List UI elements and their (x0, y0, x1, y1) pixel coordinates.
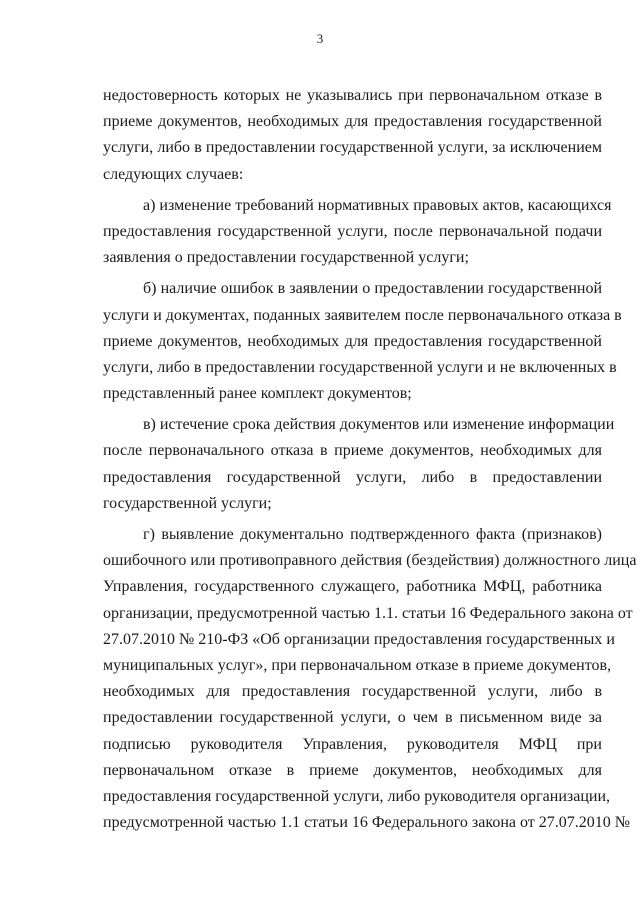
text-line: предусмотренной частью 1.1 статьи 16 Федерального закона от 27.07.2010 № (103, 814, 631, 832)
text-line: услуги и документах, поданных заявителем после первоначального отказа в (103, 306, 622, 324)
text-line: после первоначального отказа в приеме документов, необходимых для (103, 442, 602, 460)
text-line: заявления о предоставлении государственной услуги; (103, 249, 469, 267)
paragraph-g (103, 522, 637, 836)
text-line: б) наличие ошибок в заявлении о предоставлении государственной (143, 280, 602, 298)
document-body (103, 83, 637, 836)
paragraph (103, 83, 602, 188)
text-line: представленный ранее комплект документов; (103, 385, 412, 403)
page-number: 3 (316, 31, 324, 46)
text-line: предоставления государственной услуги, либо в предоставлении (103, 468, 602, 486)
text-line: недостоверность которых не указывались при первоначальном отказе в (103, 87, 602, 104)
text-line: необходимых для предоставления государственной услуги, либо в (103, 683, 602, 701)
text-line: приеме документов, необходимых для предоставления государственной (103, 113, 602, 131)
text-line: ошибочного или противоправного действия (бездействия) должностного лица (103, 552, 637, 570)
text-line: приеме документов, необходимых для предоставления государственной (103, 332, 602, 350)
text-line: предоставления государственной услуги, либо руководителя организации, (103, 787, 610, 805)
text-line: организации, предусмотренной частью 1.1. статьи 16 Федерального закона от (103, 604, 633, 622)
text-line: муниципальных услуг», при первоначальном отказе в приеме документов, (103, 656, 612, 674)
text-line: услуги, либо в предоставлении государственной услуги и не включенных в (103, 358, 617, 376)
paragraph-v (103, 412, 615, 517)
text-line: государственной услуги; (103, 494, 272, 512)
text-line: следующих случаев: (103, 165, 244, 183)
text-line: а) изменение требований нормативных правовых актов, касающихся (143, 196, 612, 214)
text-line: первоначальном отказе в приеме документов, необходимых для (103, 761, 602, 779)
paragraph-b (103, 276, 622, 407)
text-line: г) выявление документально подтвержденного факта (признаков) (143, 526, 602, 543)
text-line: Управления, государственного служащего, работника МФЦ, работника (103, 578, 602, 596)
text-line: предоставлении государственной услуги, о чем в письменном виде за (103, 709, 602, 727)
text-line: 27.07.2010 № 210-ФЗ «Об организации предоставления государственных и (103, 630, 615, 648)
text-line: услуги, либо в предоставлении государственной услуги, за исключением (103, 139, 602, 157)
paragraph-a (103, 193, 612, 272)
text-line: в) истечение срока действия документов или изменение информации (143, 416, 615, 434)
text-line: подписью руководителя Управления, руководителя МФЦ при (103, 735, 602, 753)
text-line: предоставления государственной услуги, после первоначальной подачи (103, 222, 602, 240)
